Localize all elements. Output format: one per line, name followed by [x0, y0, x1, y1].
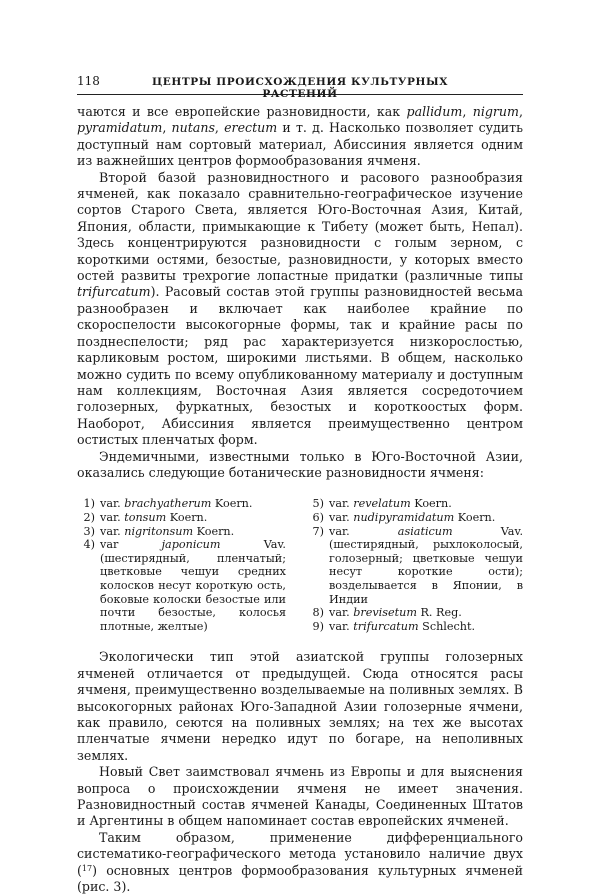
variety-item: 4) var japonicum Vav. (шестирядный, пленчатый; цветковые чешуи средних колосков несут короткую ость, боковые колоски безостые или почти безостые, колосья плотные, желтые) [83, 538, 286, 633]
variety-item: 5) var. revelatum Koern. [312, 497, 452, 511]
variety-item: 1) var. brachyatherum Koern. [83, 497, 253, 511]
paragraph-4: Экологически тип этой азиатской группы голозерных ячменей отличается от предыдущей. Сюда относятся расы ячменя, преимущественно возделываемые на поливных землях. В высокогорных районах Юго-Западной Азии голозерные ячмени, как правило, сеются на поливных землях; на тех же высотах пленчатые ячмени нередко идут по богаре, на неполивных землях. [77, 649, 523, 763]
running-title: ЦЕНТРЫ ПРОИСХОЖДЕНИЯ КУЛЬТУРНЫХ РАСТЕНИЙ [152, 76, 448, 100]
running-header [77, 74, 523, 100]
varieties-column-right [300, 497, 523, 633]
paragraph-6: Таким образом, применение дифференциального систематико-географического метода установило наличие двух ($^{17}$) основных центров формообразования культурных ячменей (рис. 3). [77, 829, 523, 894]
variety-item: 3) var. nigritonsum Koern. [83, 524, 235, 538]
varieties-list [77, 497, 523, 633]
page-number: 118 [77, 74, 100, 88]
variety-item: 8) var. brevisetum R. Reg. [312, 606, 462, 620]
variety-item: 2) var. tonsum Koern. [83, 510, 208, 524]
paragraph-3: Эндемичными, известными только в Юго-Восточной Азии, оказались следующие ботанические разновидности ячменя: [77, 448, 523, 480]
citation-superscript: 17 [81, 863, 93, 873]
varieties-column-left [77, 497, 300, 633]
book-page [77, 74, 523, 895]
paragraph-2: Второй базой разновидностного и расового разнообразия ячменей, как показало сравнительно-географическое изучение сортов Старого Света, является Юго-Восточная Азия, Китай, Япония, области, примыкающие к Тибету (может быть, Непал). Здесь концентрируются разновидности с голым зерном, с короткими остями, безостые, разновидности, у которых вместо остей развиты трехрогие лопастные придатки (различные типы trifurcatum). Расовый состав этой группы разновидностей весьма разнообразен и включает как наиболее крайние по скороспелости высокогорные формы, так и крайние расы по позднеспелости; ряд рас характеризуется низкорослостью, карликовым ростом, широкими листьями. В общем, насколько можно судить по всему опубликованному материалу и доступным нам коллекциям, Восточная Азия является сосредоточием голозерных, фуркатных, безостых и короткоостых форм. Наоборот, Абиссиния является преимущественно центром остистых пленчатых форм. [77, 169, 523, 448]
variety-item: 7) var. asiaticum Vav. (шестирядный, рыхлоколосый, голозерный; цветковые чешуи несут короткие ости); возделывается в Японии, в Индии [312, 524, 523, 606]
page-body [77, 104, 523, 895]
variety-item: 6) var. nudipyramidatum Koern. [312, 510, 496, 524]
paragraph-1: чаются и все европейские разновидности, как pallidum, nigrum, pyramidatum, nutans, erectum и т. д. Насколько позволяет судить доступный нам сортовый материал, Абиссиния является одним из важнейших центров формообразования ячменя. [77, 104, 523, 169]
paragraph-5: Новый Свет заимствовал ячмень из Европы и для выяснения вопроса о происхождении ячменя не имеет значения. Разновидностный состав ячменей Канады, Соединенных Штатов и Аргентины в общем напоминает состав европейских ячменей. [77, 764, 523, 829]
variety-item: 9) var. trifurcatum Schlecht. [312, 619, 476, 633]
